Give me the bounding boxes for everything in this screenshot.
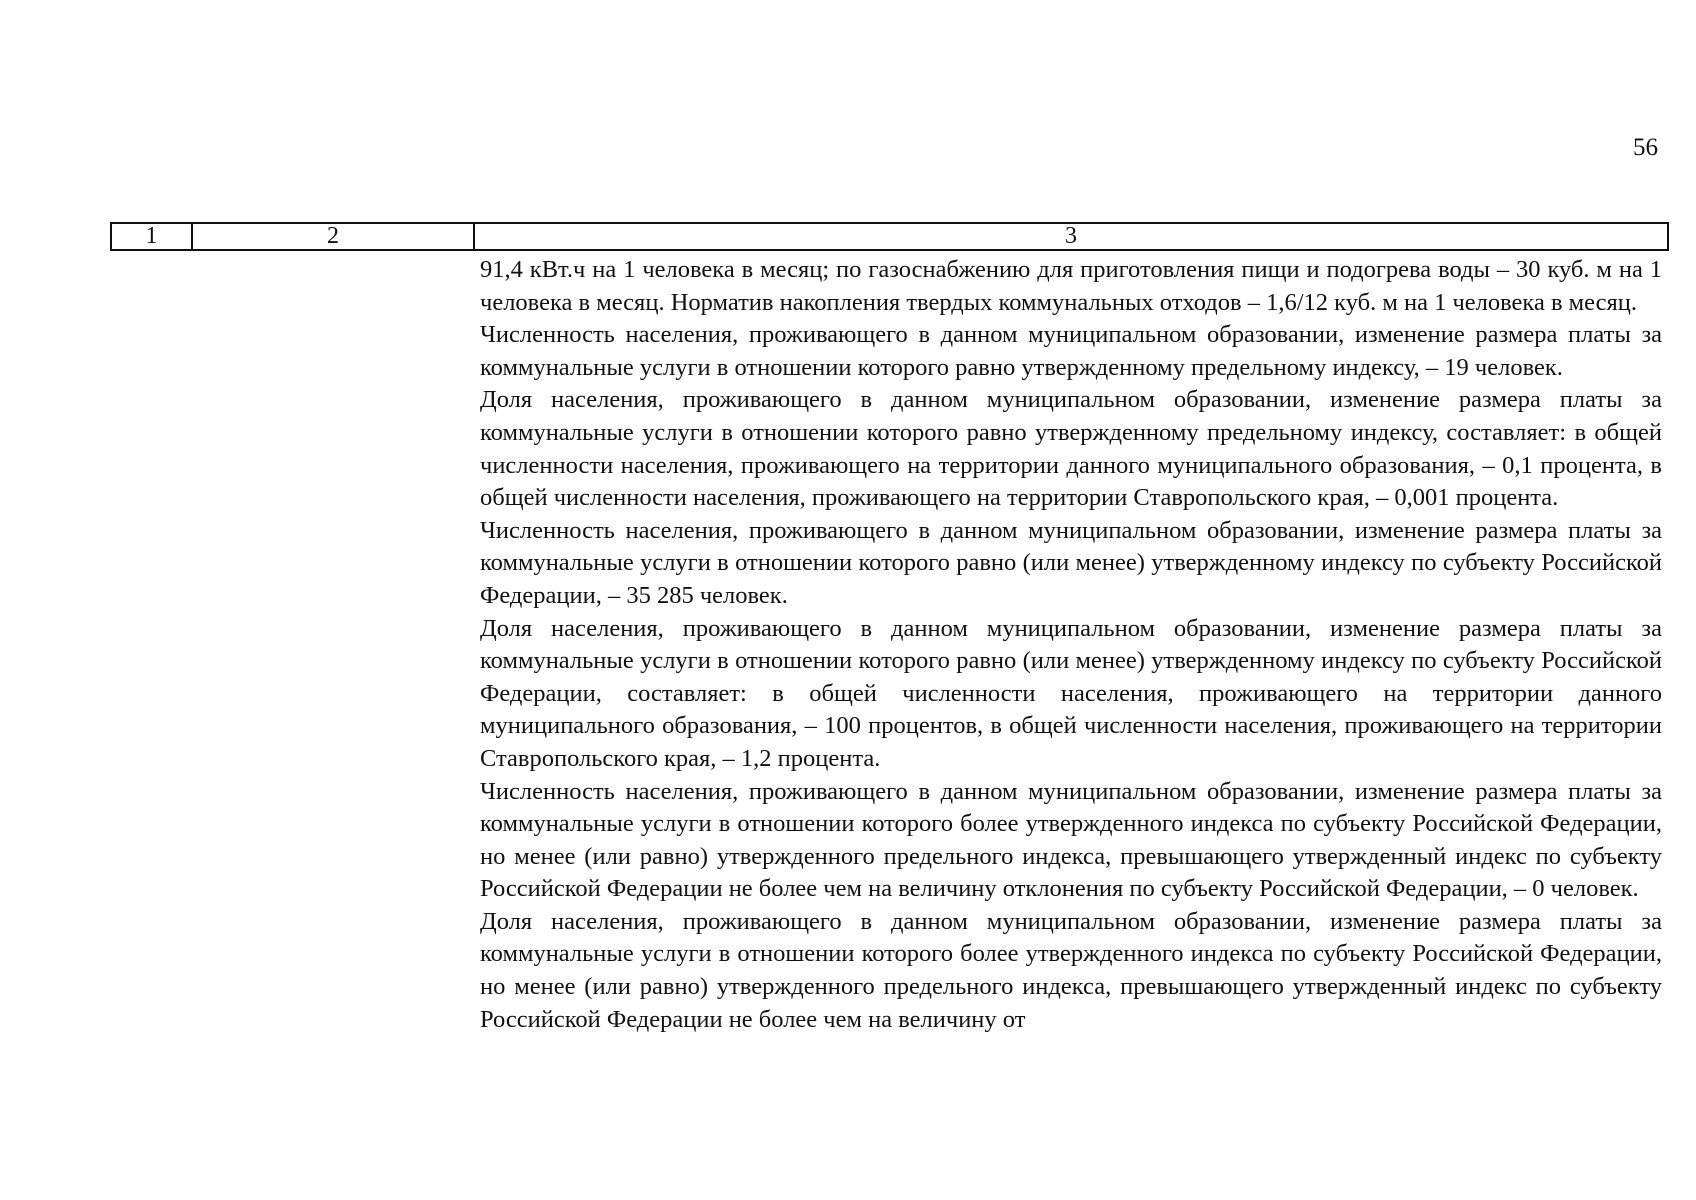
paragraph: Доля населения, проживающего в данном муниципальном образовании, изменение размера платы за коммунальные услуги в отношении которого равно (или менее) утвержденному индексу по субъекту Российской Федерации, составляет: в общей численности населения, проживающего на территории данного муниципального образования, – 100 процентов, в общей численности населения, проживающего на территории Ставропольского края, – 1,2 процента. (480, 614, 1662, 772)
table-header-col-2: 2 (193, 224, 475, 249)
table-header-row (110, 222, 1669, 251)
paragraph: Численность населения, проживающего в данном муниципальном образовании, изменение размера платы за коммунальные услуги в отношении которого более утвержденного индекса по субъекту Российской Федерации, но менее (или равно) утвержденного предельного индекса, превышающего утвержденный индекс по субъекту Российской Федерации не более чем на величину отклонения по субъекту Российской Федерации, – 0 человек. (480, 777, 1662, 903)
page-number: 56 (1633, 134, 1658, 161)
paragraph: Численность населения, проживающего в данном муниципальном образовании, изменение размера платы за коммунальные услуги в отношении которого равно утвержденному предельному индексу, – 19 человек. (480, 321, 1662, 381)
table-header-col-1: 1 (112, 224, 193, 249)
paragraph: Численность населения, проживающего в данном муниципальном образовании, изменение размера платы за коммунальные услуги в отношении которого равно (или менее) утвержденному индексу по субъекту Российской Федерации, – 35 285 человек. (480, 516, 1662, 609)
document-body (480, 254, 1662, 1036)
table-header-col-3: 3 (1065, 223, 1077, 249)
paragraph: Доля населения, проживающего в данном муниципальном образовании, изменение размера платы за коммунальные услуги в отношении которого равно утвержденному предельному индексу, составляет: в общей численности населения, проживающего на территории данного муниципального образования, – 0,1 процента, в общей численности населения, проживающего на территории Ставропольского края, – 0,001 процента. (480, 386, 1662, 512)
paragraph: 91,4 кВт.ч на 1 человека в месяц; по газоснабжению для приготовления пищи и подогрева воды – 30 куб. м на 1 человека в месяц. Норматив накопления твердых коммунальных отходов – 1,6/12 куб. м на 1 человека в месяц. (480, 256, 1662, 316)
paragraph: Доля населения, проживающего в данном муниципальном образовании, изменение размера платы за коммунальные услуги в отношении которого более утвержденного индекса по субъекту Российской Федерации, но менее (или равно) утвержденного предельного индекса, превышающего утвержденный индекс по субъекту Российской Федерации не более чем на величину от (480, 907, 1662, 1033)
